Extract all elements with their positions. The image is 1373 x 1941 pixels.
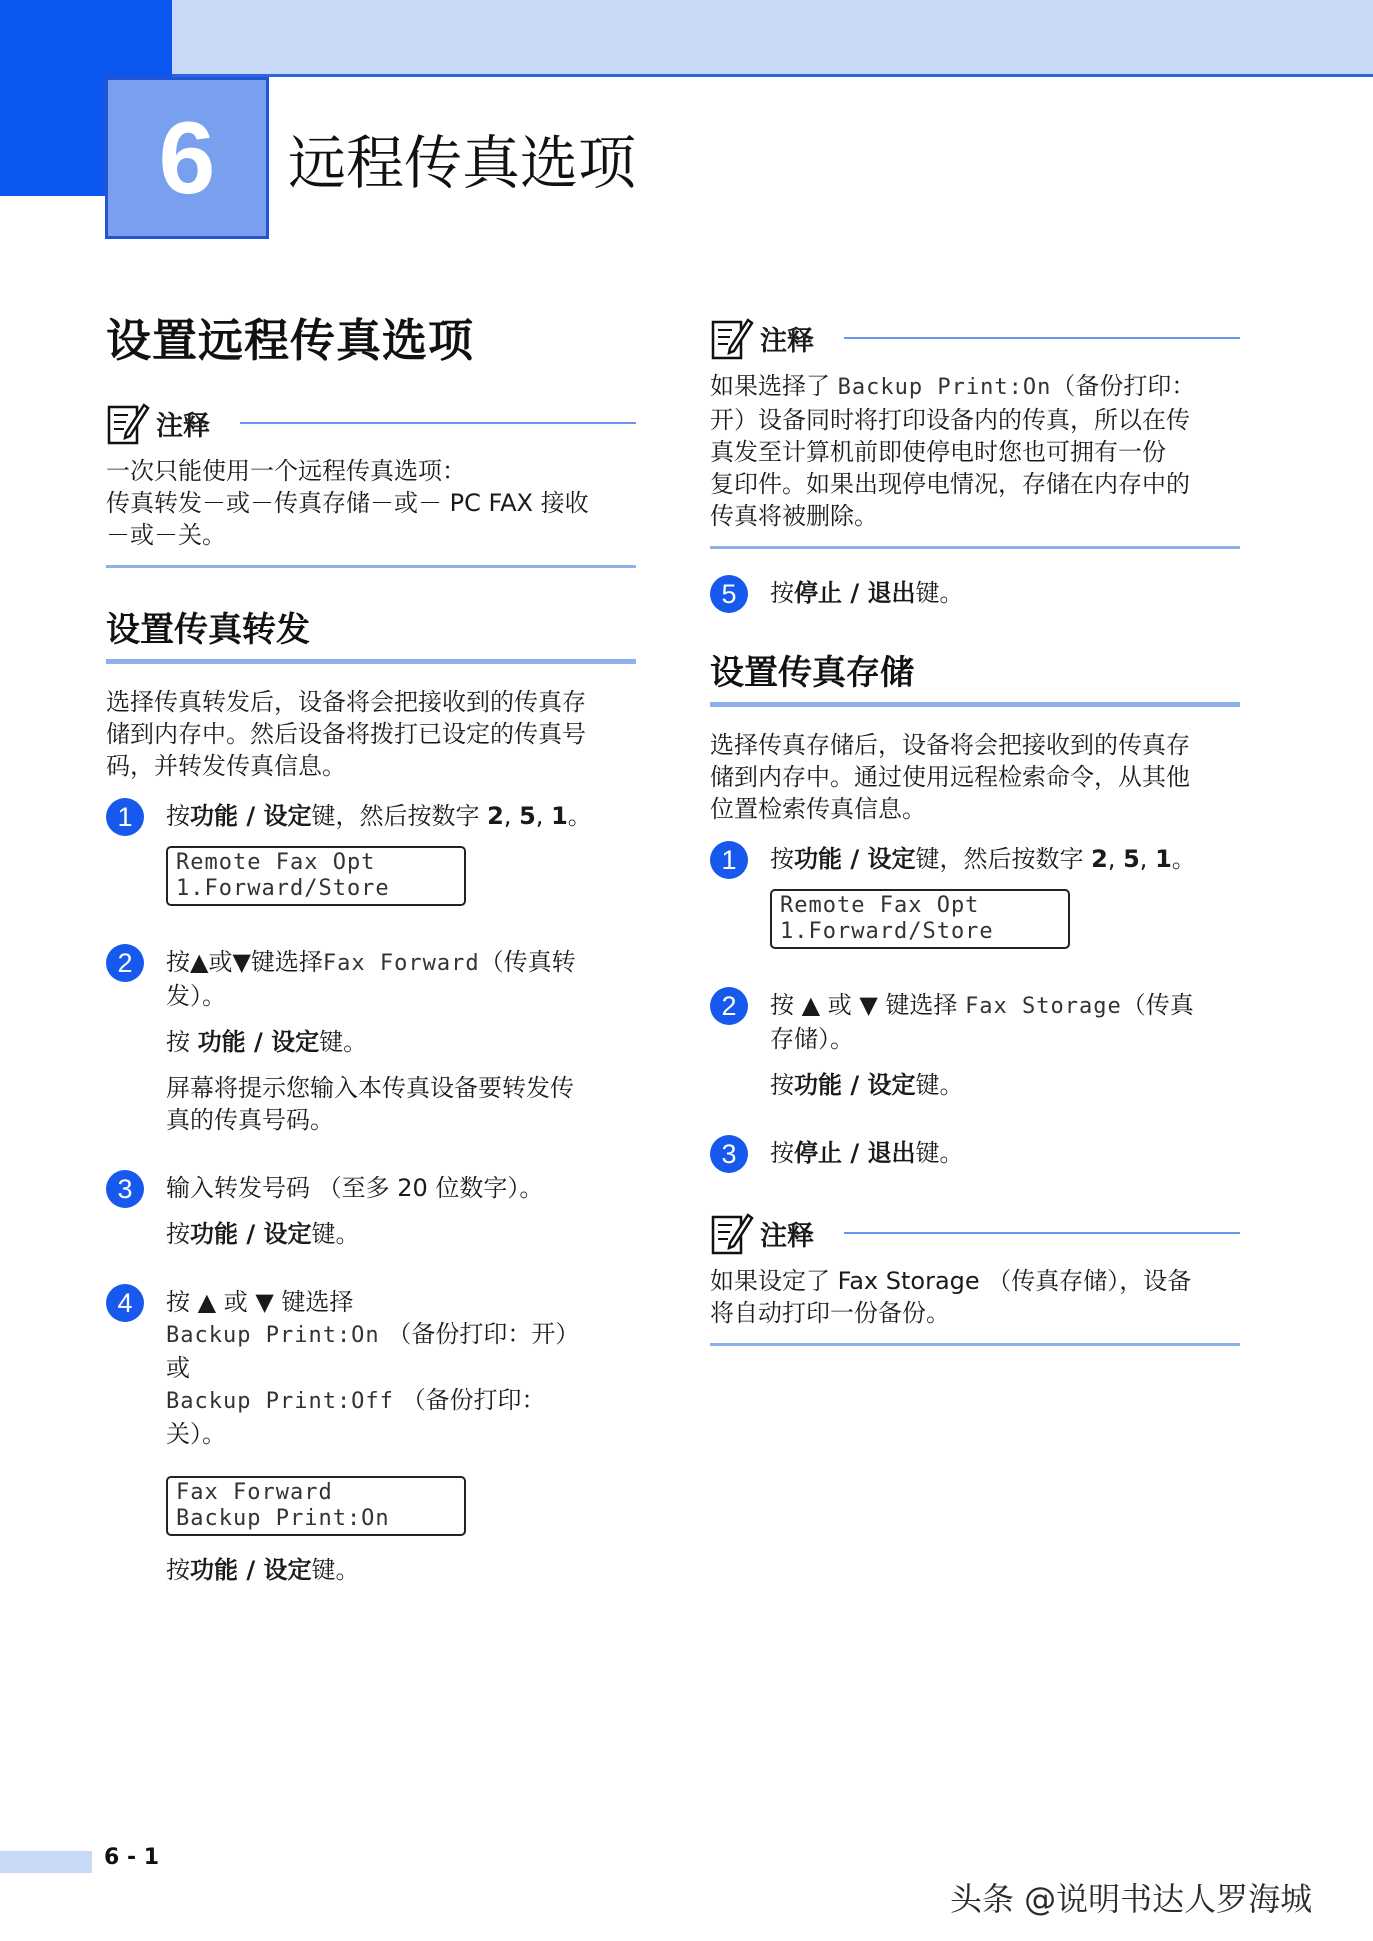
section-intro: 选择传真转发后，设备将会把接收到的传真存 储到内存中。然后设备将拨打已设定的传真号 码，并转发传真信息。 [106, 688, 586, 780]
chapter-title: 远程传真选项 [288, 129, 637, 197]
section-rule [106, 659, 636, 664]
lcd-display: Remote Fax Opt 1.Forward/Store [166, 846, 466, 906]
step: 4 按 ▲ 或 ▼ 键选择 Backup Print:On （备份打印：开） 或 Backup Print:Off （备份打印： 关）。 Fax Forward Backup Print:On 按功能 / 设定键。 [106, 1286, 636, 1600]
note-label: 注释 [760, 1220, 814, 1252]
note-box [710, 310, 1240, 549]
note-pencil-icon [106, 399, 150, 447]
header-band [0, 0, 1373, 74]
step: 3 输入转发号码 （至多 20 位数字）。 按功能 / 设定键。 [106, 1172, 636, 1264]
section-intro: 选择传真存储后，设备将会把接收到的传真存 储到内存中。通过使用远程检索命令，从其他 位置检索传真信息。 [710, 731, 1190, 823]
note-bottom-rule [710, 546, 1240, 549]
note-divider [844, 337, 1240, 339]
chapter-number-box [105, 77, 269, 239]
step-number-badge: 5 [710, 575, 748, 613]
note-divider [844, 1232, 1240, 1234]
step: 2 按 ▲ 或 ▼ 键选择 Fax Storage（传真 存储）。 按功能 / 设定键。 [710, 989, 1240, 1115]
step: 3 按停止 / 退出键。 [710, 1137, 1240, 1183]
note-bottom-rule [710, 1343, 1240, 1346]
note-pencil-icon [710, 314, 754, 362]
note-pencil-icon [710, 1209, 754, 1257]
step: 5 按停止 / 退出键。 [710, 577, 1240, 623]
note-label: 注释 [760, 325, 814, 357]
note-label: 注释 [156, 410, 210, 442]
note-divider [240, 422, 636, 424]
step-number-badge: 3 [710, 1135, 748, 1173]
right-column [710, 310, 1240, 1364]
watermark: 头条 @说明书达人罗海城 [950, 1880, 1313, 1918]
footer-band [0, 1851, 92, 1873]
note-box [710, 1205, 1240, 1346]
step-number-badge: 3 [106, 1170, 144, 1208]
left-column [106, 290, 636, 1622]
step-number-badge: 1 [710, 841, 748, 879]
step: 1 按功能 / 设定键，然后按数字 2, 5, 1。 Remote Fax Opt 1.Forward/Store [710, 843, 1240, 967]
step-number-badge: 2 [710, 987, 748, 1025]
section-rule [710, 702, 1240, 707]
step-number-badge: 4 [106, 1284, 144, 1322]
section-title-fax-forward: 设置传真转发 [106, 610, 310, 650]
step-number-badge: 2 [106, 944, 144, 982]
step-number-badge: 1 [106, 798, 144, 836]
lcd-display: Remote Fax Opt 1.Forward/Store [770, 889, 1070, 949]
note-text: 如果选择了 Backup Print:On（备份打印： 开）设备同时将打印设备内的传真，所以在传 真发至计算机前即使停电时您也可拥有一份 复印件。如果出现停电情况，存储在内存中的 传真将被删除。 [710, 372, 1196, 530]
step: 1 按功能 / 设定键，然后按数字 2, 5, 1。 Remote Fax Opt 1.Forward/Store [106, 800, 636, 924]
lcd-display: Fax Forward Backup Print:On [166, 1476, 466, 1536]
page-title: 设置远程传真选项 [106, 314, 475, 367]
chapter-number: 6 [158, 100, 216, 215]
note-box [106, 395, 636, 568]
page-number: 6 - 1 [104, 1845, 160, 1870]
section-title-fax-storage: 设置传真存储 [710, 653, 914, 693]
note-text: 如果设定了 Fax Storage （传真存储），设备 将自动打印一份备份。 [710, 1267, 1192, 1327]
note-bottom-rule [106, 565, 636, 568]
step: 2 按▲或▼键选择Fax Forward（传真转 发）。 按 功能 / 设定键。 屏幕将提示您输入本传真设备要转发传 真的传真号码。 [106, 946, 636, 1150]
note-text: 一次只能使用一个远程传真选项： 传真转发－或－传真存储－或－ PC FAX 接收 －或－关。 [106, 457, 589, 549]
